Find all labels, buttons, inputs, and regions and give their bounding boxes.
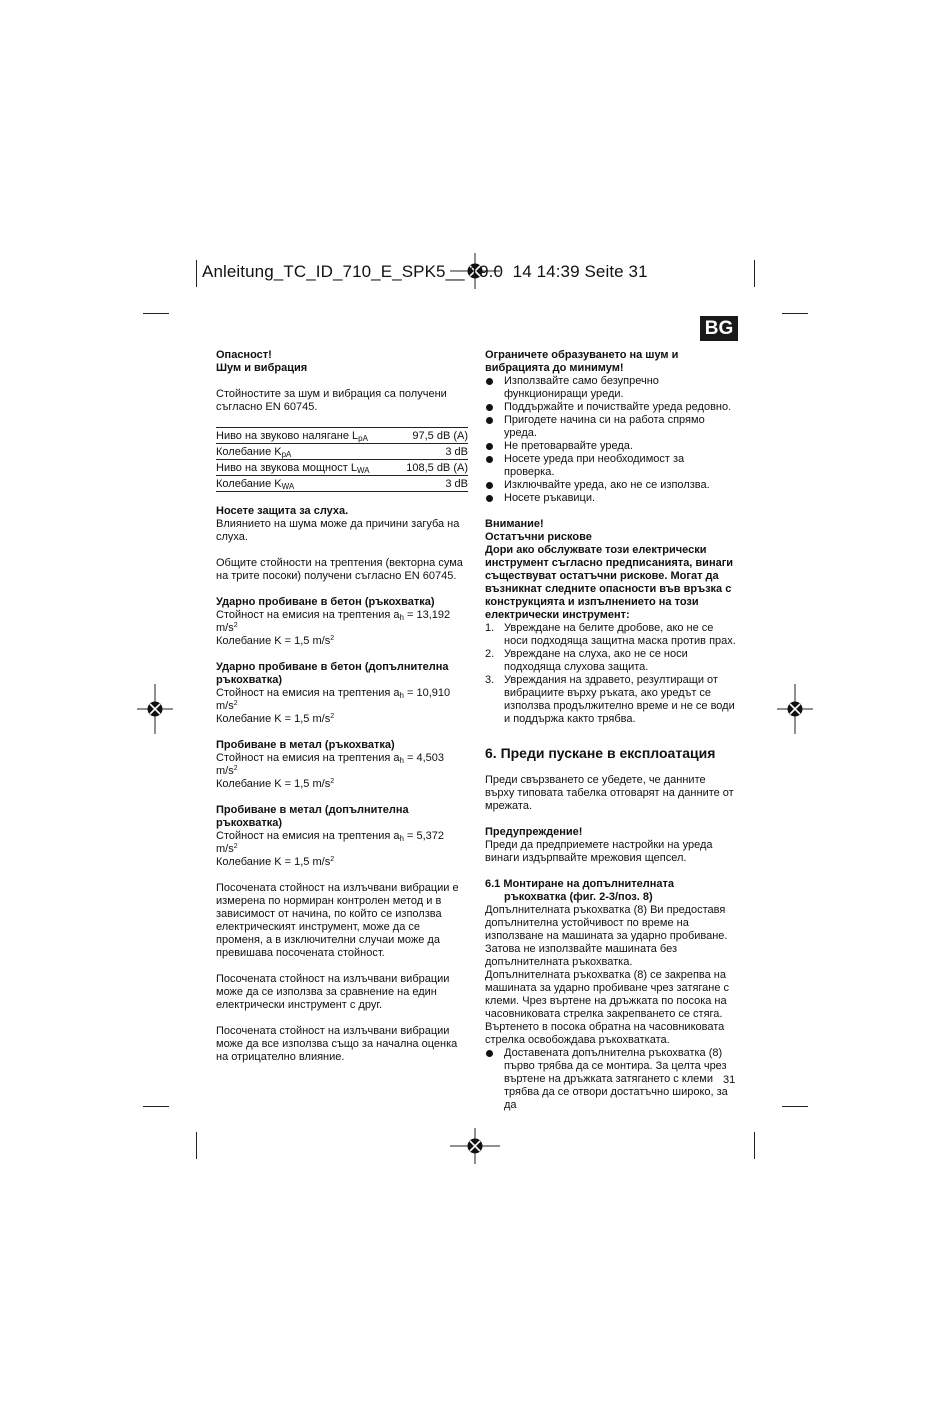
crop-mark xyxy=(754,260,755,287)
bullet-icon xyxy=(486,404,493,411)
ear-protection-text: Влиянието на шума може да причини загуба на слуха. xyxy=(216,518,460,543)
measurement-uncertainty: Колебание K = 1,5 $m/s^2$ xyxy=(216,778,335,790)
vibration-total-text: Общите стойности на трептения (векторна сума на трите посоки) получени съгласно EN 60745. xyxy=(216,557,463,582)
registration-mark-icon xyxy=(137,684,173,734)
measurement-title: Пробиване в метал (ръкохватка) xyxy=(216,739,395,751)
measurement-emission: Стойност на емисия на трептения $a_h = 10,910$ $m/s^2$ xyxy=(216,687,451,712)
registration-mark-icon xyxy=(450,1128,500,1164)
ear-protection-title: Носете защита за слуха. xyxy=(216,505,349,517)
section-6-1-text: Допълнителната ръкохватка (8) Ви предоставя допълнителна устойчивост по време на използване на машината за ударно пробиване. Затова не използвайте машината без допълнителната ръкохватка. xyxy=(485,904,728,968)
list-item: Носете ръкавици. xyxy=(485,492,737,505)
table-cell-value: 3 dB xyxy=(396,444,468,460)
crop-mark xyxy=(143,1106,169,1107)
noise-title: Шум и вибрация xyxy=(216,362,308,374)
paragraph: Посочената стойност на излъчвани вибрации може да се използва за сравнение на един електрически инструмент с друг. xyxy=(216,973,450,1011)
bullet-icon xyxy=(486,378,493,385)
paragraph: Посочената стойност на излъчвани вибрации е измерена по нормиран контролен метод и в зависимост от начина, по който се използва електрическият инструмент, може да се променя, а в изключителни случаи може да превишава посочената стойност. xyxy=(216,882,459,959)
section-6-1-heading: 6.1 Монтиране на допълнителната ръкохватка (фиг. 2-3/поз. 8) xyxy=(485,878,675,903)
table-cell-label: Колебание $K_{WA}$ xyxy=(216,476,396,492)
residual-risks-text: Дори ако обслужвате този електрически инструмент съгласно предписанията, винаги съществуват остатъчни рискове. Могат да възникнат следните опасности във връзка с конструкцията и изпълнението на този електрически инструмент: xyxy=(485,544,734,621)
limit-list xyxy=(485,375,737,505)
crop-mark xyxy=(754,1132,755,1159)
language-tab: BG xyxy=(700,316,738,341)
bullet-icon xyxy=(486,1050,493,1057)
table-cell-label: Колебание $K_{pA}$ xyxy=(216,444,396,460)
list-item: Носете уреда при необходимост за проверка. xyxy=(485,453,737,479)
measurement-uncertainty: Колебание K = 1,5 $m/s^2$ xyxy=(216,713,335,725)
table-cell-value: 97,5 dB (A) xyxy=(396,428,468,444)
measurement-uncertainty: Колебание K = 1,5 $m/s^2$ xyxy=(216,856,335,868)
table-cell-value: 3 dB xyxy=(396,476,468,492)
list-item: 2. Увреждане на слуха, ако не се носи подходяща слухова защита. xyxy=(485,648,688,673)
bullet-icon xyxy=(486,456,493,463)
measurement-title: Ударно пробиване в бетон (ръкохватка) xyxy=(216,596,435,608)
measurement-title: Ударно пробиване в бетон (допълнителна ръкохватка) xyxy=(216,661,449,686)
measurement-title: Пробиване в метал (допълнителна ръкохватка) xyxy=(216,804,409,829)
measurement-emission: Стойност на емисия на трептения $a_h = 4,503$ $m/s^2$ xyxy=(216,752,445,777)
list-item: Доставената допълнителна ръкохватка (8) първо трябва да се монтира. За целта чрез въртене на дръжката затягането с клеми трябва да се отвори достатъчно широко, за да xyxy=(485,1047,737,1112)
crop-mark xyxy=(782,313,808,314)
print-slug-header: Anleitung_TC_ID_710_E_SPK5__ 19.0 14 14:39 Seite 31 xyxy=(202,262,648,281)
crop-mark xyxy=(196,1132,197,1159)
measurement-emission: Стойност на емисия на трептения $a_h = 13,192$ $m/s^2$ xyxy=(216,609,451,634)
bullet-icon xyxy=(486,417,493,424)
list-item: Пригодете начина си на работа спрямо уреда. xyxy=(485,414,737,440)
table-cell-value: 108,5 dB (A) xyxy=(396,460,468,476)
list-item: 1. Увреждане на белите дробове, ако не се носи подходяща защитна маска против прах. xyxy=(485,622,736,647)
noise-spec-table xyxy=(216,427,468,492)
limit-title: Ограничете образуването на шум и вибрацията до минимум! xyxy=(485,349,679,374)
paragraph: Посочената стойност на излъчвани вибрации може да все използва също за начална оценка на отрицателно влияние. xyxy=(216,1025,458,1063)
section-6-text: Преди свързването се убедете, че данните върху типовата табелка отговарят на данните от мрежата. xyxy=(485,774,734,812)
crop-mark xyxy=(196,260,197,287)
measurement-uncertainty: Колебание K = 1,5 $m/s^2$ xyxy=(216,635,335,647)
danger-title: Опасност! xyxy=(216,349,272,361)
crop-mark xyxy=(782,1106,808,1107)
list-item: Поддържайте и почиствайте уреда редовно. xyxy=(485,401,737,414)
registration-mark-icon xyxy=(777,684,813,734)
left-column xyxy=(216,349,468,1064)
bullet-icon xyxy=(486,495,493,502)
list-item: 3. Увреждания на здравето, резултиращи от вибрациите върху ръката, ако уредът се използва продължително време и не се води и поддържа както трябва. xyxy=(485,674,735,725)
right-column xyxy=(485,349,737,1112)
section-6-1-text: Допълнителната ръкохватка (8) се закрепва на машината за ударно пробиване чрез затягане с клеми. Чрез въртене на дръжката по посока на часовниковата стрелка закрепването се стяга. Въртенето в посока обратна на часовниковата стрелка освобождава ръкохватката. xyxy=(485,969,730,1046)
table-cell-label: Ниво на звукова мощност $L_{WA}$ xyxy=(216,460,396,476)
noise-intro: Стойностите за шум и вибрация са получени съгласно EN 60745. xyxy=(216,388,447,413)
table-row xyxy=(216,476,468,492)
table-row xyxy=(216,444,468,460)
crop-mark xyxy=(143,313,169,314)
residual-risks-title: Остатъчни рискове xyxy=(485,531,592,543)
list-item: Изключвайте уреда, ако не се използва. xyxy=(485,479,737,492)
warning-title: Предупреждение! xyxy=(485,826,583,838)
page-number: 31 xyxy=(723,1074,736,1086)
bullet-icon xyxy=(486,443,493,450)
warning-text: Преди да предприемете настройки на уреда винаги издърпвайте мрежовия щепсел. xyxy=(485,839,713,864)
list-item: Не претоварвайте уреда. xyxy=(485,440,737,453)
section-6-heading: 6. Преди пускане в експлоатация xyxy=(485,745,716,761)
measurement-emission: Стойност на емисия на трептения $a_h = 5,372$ $m/s^2$ xyxy=(216,830,445,855)
attention-title: Внимание! xyxy=(485,518,544,530)
bullet-icon xyxy=(486,482,493,489)
table-row xyxy=(216,460,468,476)
list-item: Използвайте само безупречно функциониращи уреди. xyxy=(485,375,737,401)
table-cell-label: Ниво на звуково налягане $L_{pA}$ xyxy=(216,428,396,444)
table-row xyxy=(216,428,468,444)
risks-list xyxy=(485,622,737,726)
mount-list xyxy=(485,1047,737,1112)
